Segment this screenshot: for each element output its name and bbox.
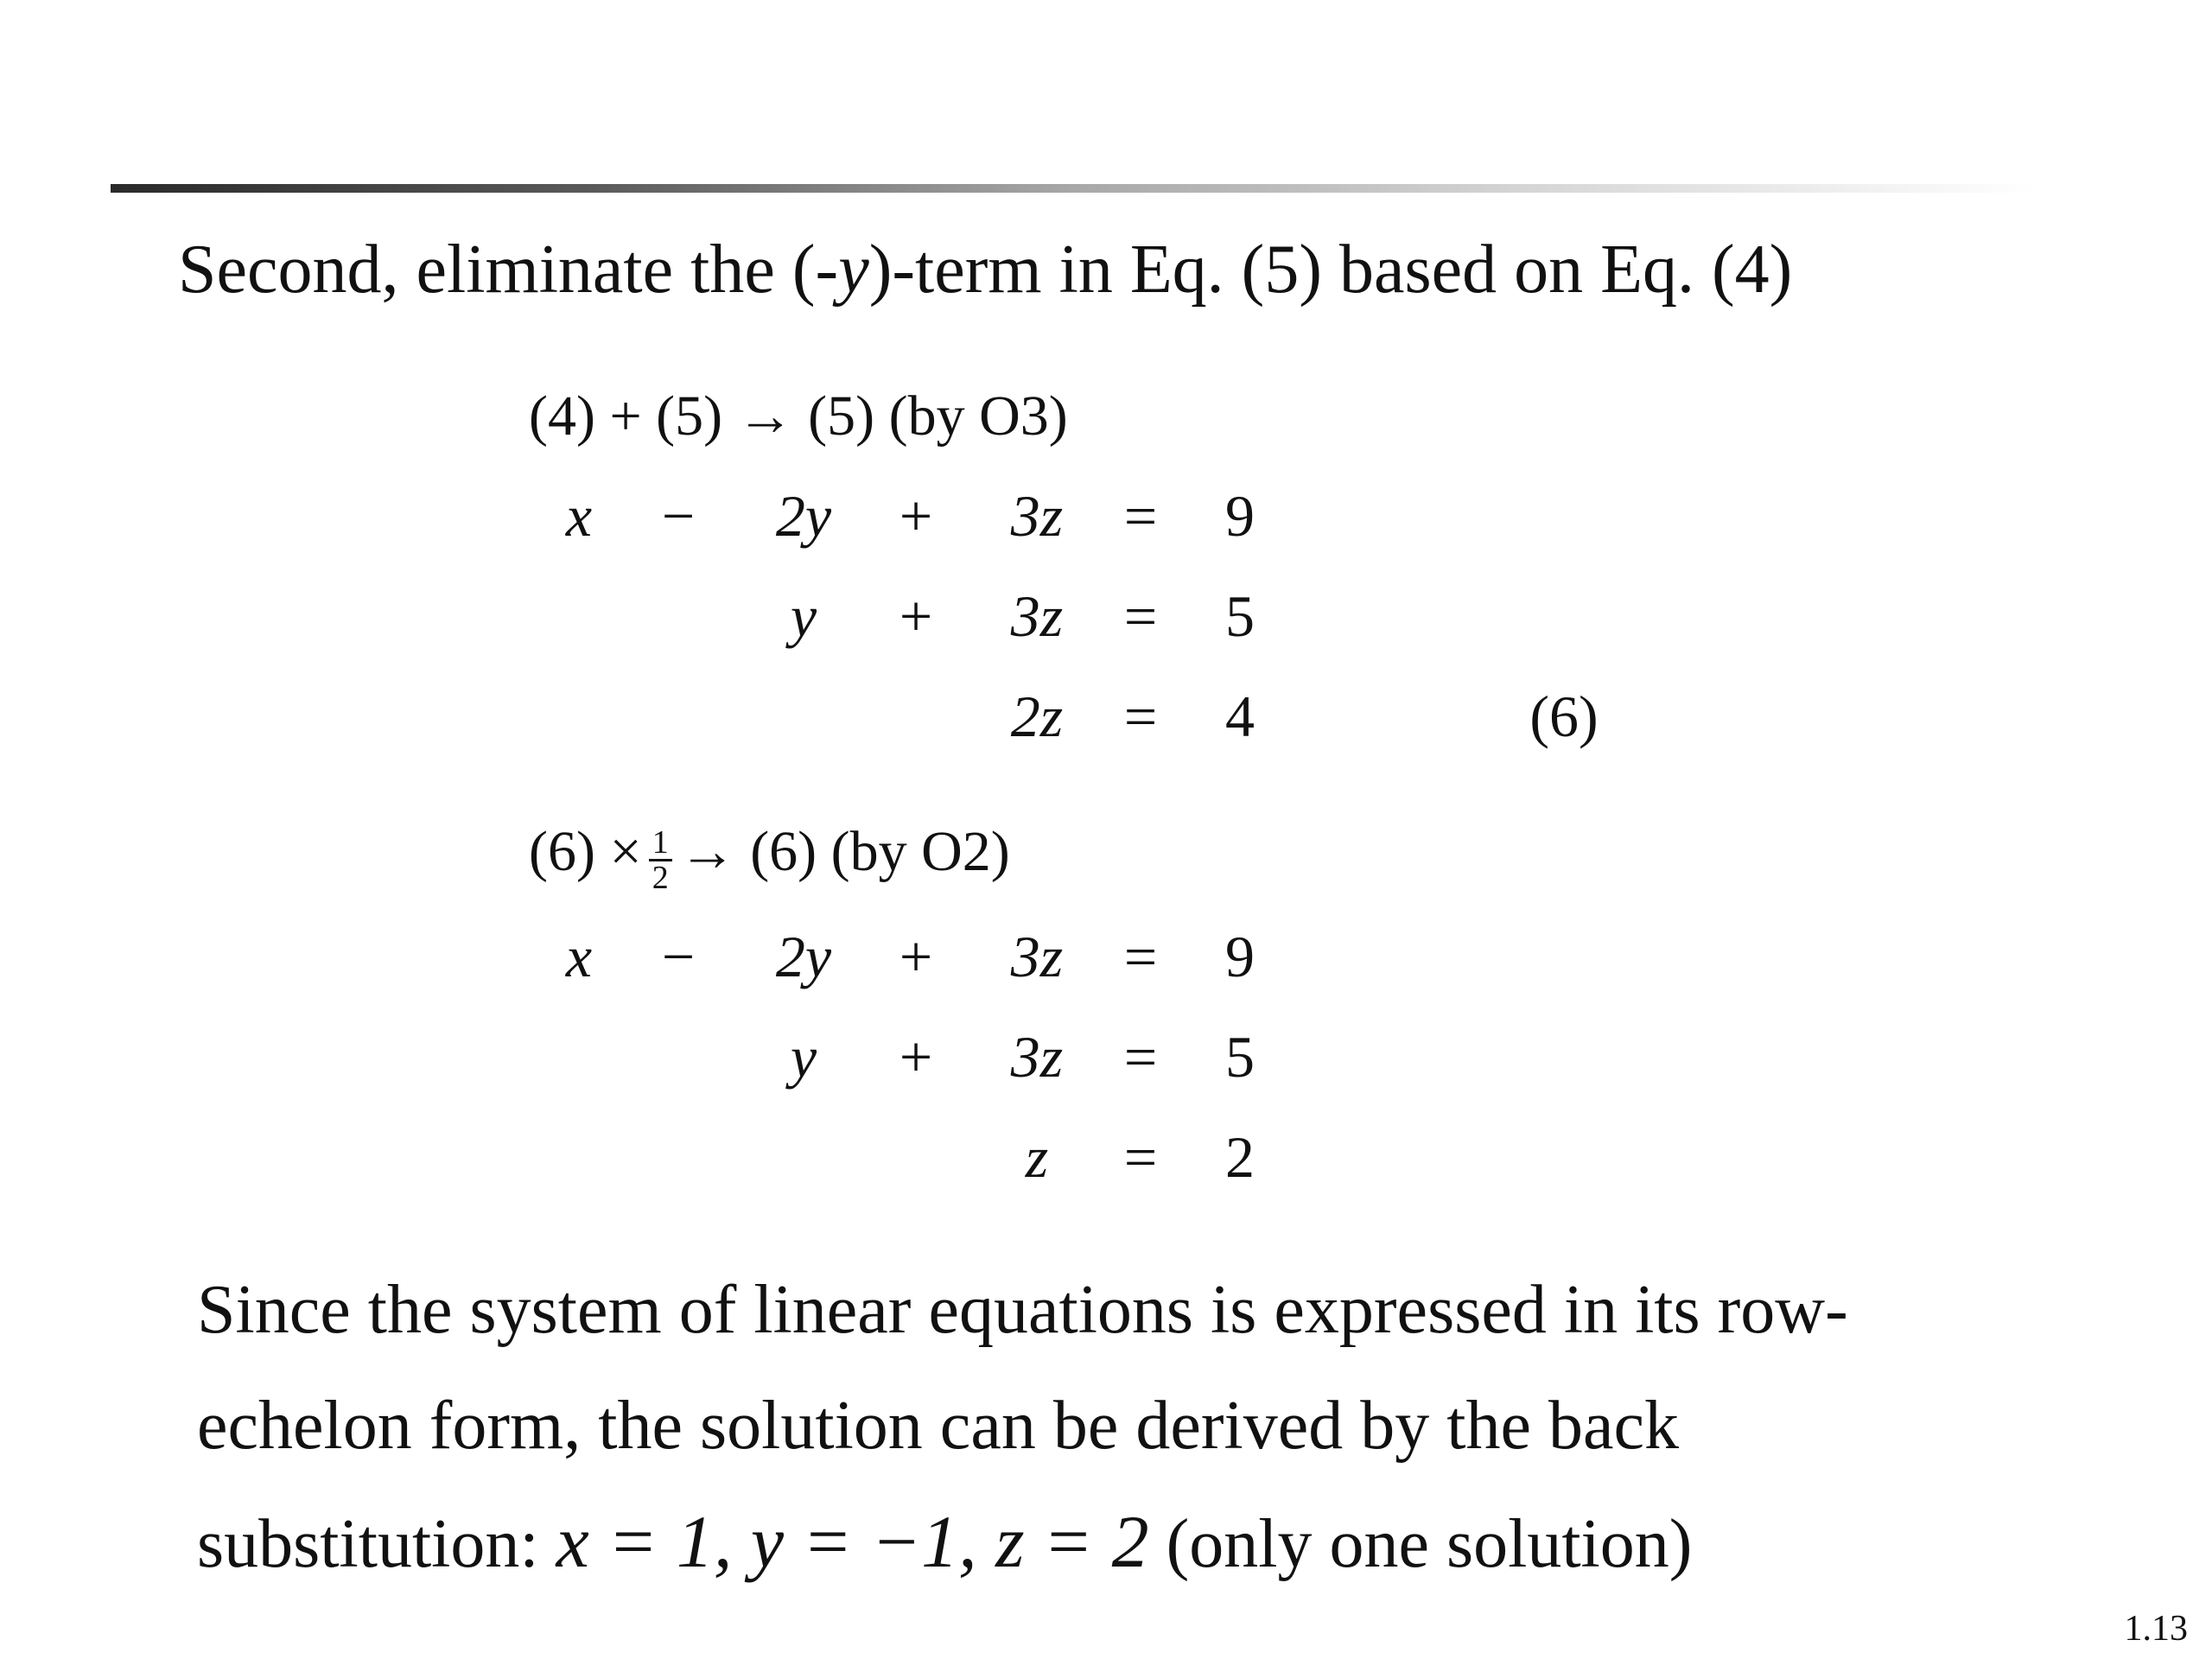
equals-sign: = [1123,1024,1158,1090]
term-z: 3z [1010,924,1064,989]
fraction-one-half: $\frac{1}{2}$ [649,826,672,894]
equals-sign: = [1123,583,1158,649]
equals-sign: = [1123,683,1158,749]
equals-sign: = [1123,924,1158,989]
term-z: 3z [1010,583,1064,649]
step2-equation-row-3 [0,1118,2212,1196]
equals-sign: = [1123,1124,1158,1190]
page-number: 1.13 [2124,1609,2188,1649]
heading-variable: y [838,232,869,308]
operator: + [899,583,933,649]
term-z: 3z [1010,1024,1064,1090]
step2-equation-row-2 [0,1018,2212,1096]
step1-equation-row-1 [0,477,2212,555]
operator: + [899,483,933,549]
conclusion-line-1: Since the system of linear equations is expressed in its row- [197,1272,1848,1348]
rhs-value: 5 [1225,583,1255,649]
slide-heading: Second, eliminate the (-y)-term in Eq. (5) based on Eq. (4) [178,232,1793,308]
term-x: x [565,483,593,549]
solution-math: x = 1, y = −1, z = 2 [556,1500,1149,1583]
operator: − [661,924,696,989]
term-y: 2y [775,483,832,549]
step2-label: (6) × $\frac{1}{2}$ → (6) (by O2) [529,820,1010,897]
step1-equation-row-3 [0,677,2212,755]
rhs-value: 9 [1225,483,1255,549]
conclusion-line-3: substitution: x = 1, y = −1, z = 2 (only one solution) [197,1500,1693,1583]
equation-tag: (6) [1529,683,1599,749]
step1-label: (4) + (5) → (5) (by O3) [529,385,1068,448]
term-z: 3z [1010,483,1064,549]
step2-equation-row-1 [0,918,2212,995]
rhs-value: 2 [1225,1124,1255,1190]
step1-equation-row-2 [0,577,2212,655]
operator: + [899,924,933,989]
rhs-value: 4 [1225,683,1255,749]
conclusion-line-2: echelon form, the solution can be derived by the back [197,1388,1679,1464]
term-z: z [1025,1124,1049,1190]
operator: + [899,1024,933,1090]
term-y: 2y [775,924,832,989]
equals-sign: = [1123,483,1158,549]
term-y: y [790,1024,817,1090]
term-z: 2z [1010,683,1064,749]
term-x: x [565,924,593,989]
term-y: y [790,583,817,649]
title-divider [111,184,2037,193]
rhs-value: 5 [1225,1024,1255,1090]
rhs-value: 9 [1225,924,1255,989]
operator: − [661,483,696,549]
